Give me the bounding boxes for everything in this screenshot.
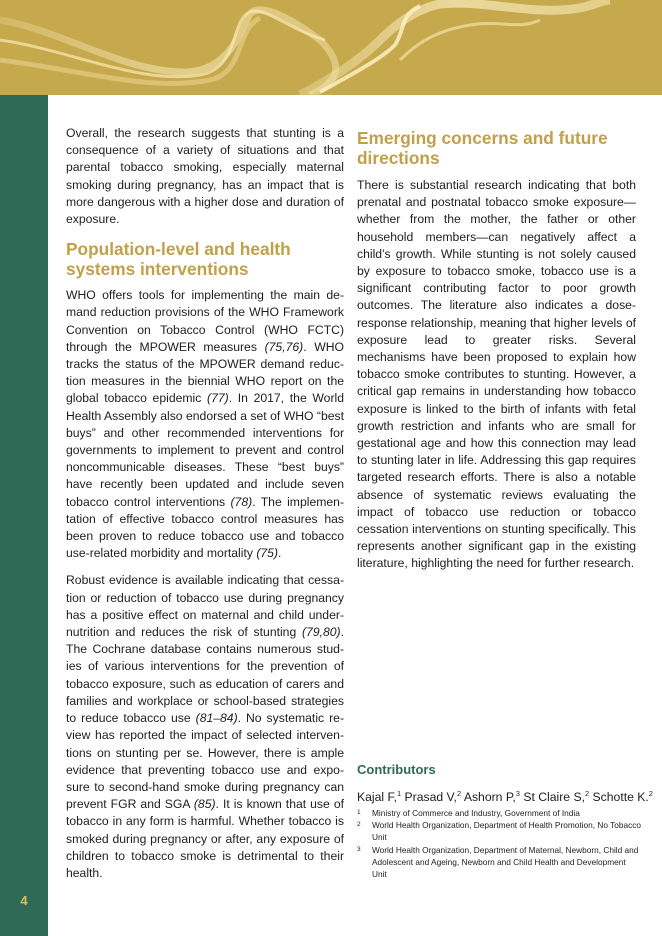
citation: (85) <box>193 797 216 812</box>
affiliation-number: 1 <box>357 809 361 816</box>
author-list <box>357 786 653 805</box>
paragraph-who-tools <box>66 287 344 562</box>
right-column <box>357 125 636 583</box>
affiliation-text: Ministry of Commerce and Industry, Government of India <box>372 808 580 818</box>
contributors-heading: Contributors <box>357 762 436 777</box>
author-name: Kajal F, <box>357 790 397 804</box>
affiliation-text: World Health Organization, Department of Health Promotion, No Tobacco Unit <box>372 820 642 843</box>
author-affiliation-mark: 3 <box>515 789 520 798</box>
contributors-section <box>357 762 653 880</box>
author-affiliation-mark: 2 <box>584 789 590 798</box>
text: . WHO tracks the status of the MPOWER demand reduction measures in the biennial WHO report on the global tobacco epidemic <box>66 339 345 406</box>
citation: (78) <box>230 494 253 509</box>
author-affiliation-mark: 1 <box>396 789 402 798</box>
affiliation-text: World Health Organization, Department of Maternal, Newborn, Child and Adolescent and Ageing, Newborn and Child Health and Development Unit <box>372 844 639 880</box>
affiliation-item <box>357 844 642 881</box>
left-sidebar-strip <box>0 95 48 936</box>
text: . No systematic review has reported the impact of selected interventions on stunting per se. However, there is ample evidence that preventing tobacco use and exposure to second-hand smoke during pregnancy can prevent FGR and SGA <box>66 711 344 812</box>
text: . It is known that use of tobacco in any form is harmful. Whether tobacco is smoked during pregnancy or after, any exposure of children to tobacco smoke is detrimental to their health. <box>66 797 344 880</box>
citation: (81–84) <box>195 711 238 726</box>
left-column <box>66 125 344 892</box>
author-affiliation-mark: 2 <box>456 789 462 798</box>
section-heading-emerging-concerns: Emerging concerns and future directions <box>357 128 608 168</box>
author-name: Ashorn P, <box>463 790 516 804</box>
citation: (77) <box>207 391 229 406</box>
text: . The Cochrane database contains numerous studies of various interventions for the prevention of tobacco exposure, such as education of carers and families and workplace or school-based strategies to reduce tobacco use <box>66 625 344 726</box>
intro-paragraph: Overall, the research suggests that stunting is a consequence of a variety of situations and that parental tobacco smoking, especially maternal smoking during pregnancy, has an impact that is more dangerous with a higher dose and duration of exposure. <box>66 126 344 227</box>
citation: (79,80) <box>301 625 341 640</box>
text: . In 2017, the World Health Assembly also endorsed a set of WHO “best buys” and other recommended interventions for governments to implement to prevent and control noncommunicable diseases. These “best buys” have recently been updated and include seven tobacco control interventions <box>66 391 344 509</box>
header-banner <box>0 0 662 95</box>
affiliation-number: 3 <box>357 845 361 853</box>
page-number: 4 <box>20 893 28 908</box>
author-affiliation-mark: 2 <box>648 789 653 798</box>
affiliation-item <box>357 819 642 843</box>
author-name: Prasad V, <box>404 790 457 804</box>
affiliation-item <box>357 807 642 819</box>
text: . <box>278 546 282 561</box>
affiliation-number: 2 <box>357 821 361 829</box>
author-name: Schotte K. <box>592 790 649 804</box>
text: Robust evidence is available indicating that cessation or reduction of tobacco use during pregnancy has a positive effect on maternal and child undernutrition and reduces the risk of stunting <box>66 573 344 640</box>
paragraph-emerging-concerns: There is substantial research indicating that both prenatal and postnatal tobacco smoke exposure—whether from the mother, the father or other household members—can negatively affect a child’s growth. While stunting is not solely caused by exposure to tobacco smoke, tobacco use is a significant contributing factor to poor growth outcomes. The literature also indicates a dose-response relationship, meaning that higher levels of exposure lead to greater risks. Several mechanisms have been proposed to explain how tobacco smoke contributes to stunting. However, a critical gap remains in understanding how tobacco exposure is linked to the birth of infants with fetal growth restriction and infants who are small for gestational age and how this connection may lead to stunting later in life. Addressing this gap requires targeted research efforts. There is also a notable absence of systematic reviews evaluating the impact of tobacco use reduction or tobacco cessation interventions on stunting specifically. This represents another significant gap in the existing literature, highlighting the need for further research. <box>357 178 636 571</box>
citation: (75) <box>256 546 279 561</box>
citation: (75,76) <box>264 339 304 354</box>
author-name: St Claire S, <box>523 790 585 804</box>
paragraph-robust-evidence <box>66 572 344 882</box>
text: . The implementation of effective tobacco control measures has been proven to reduce tobacco use and tobacco use-related morbidity and mortality <box>66 494 344 561</box>
section-heading-population-interventions: Population-level and health systems interventions <box>66 239 291 280</box>
smoke-wisp-decoration <box>0 0 662 95</box>
text: WHO offers tools for implementing the main demand reduction provisions of the WHO Framework Convention on Tobacco Control (WHO FCTC) through the MPOWER measures <box>66 288 344 354</box>
